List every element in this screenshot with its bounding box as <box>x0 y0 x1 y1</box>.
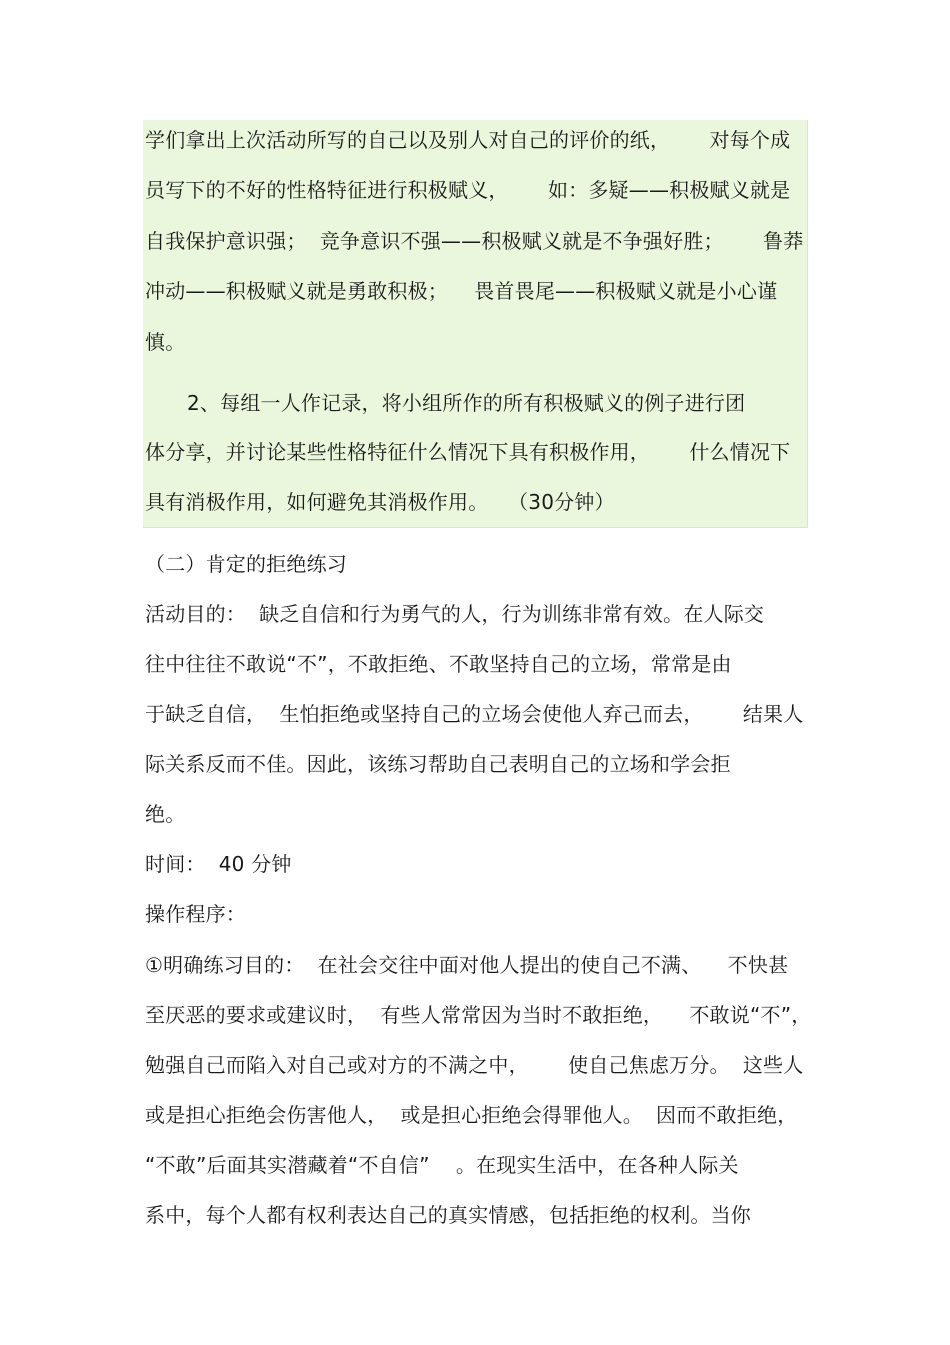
list-item-line: 具有消极作用，如何避免其消极作用。 （30分钟） <box>145 490 615 514</box>
step-line: 至厌恶的要求或建议时， 有些人常常因为当时不敢拒绝， 不敢说“不”， <box>145 1003 812 1027</box>
purpose-line: 绝。 <box>145 802 186 826</box>
step-line: 或是担心拒绝会伤害他人， 或是担心拒绝会得罪他人。 因而不敢拒绝， <box>145 1103 798 1127</box>
list-item-line: 体分享，并讨论某些性格特征什么情况下具有积极作用， 什么情况下 <box>145 440 791 464</box>
paragraph-line: 学们拿出上次活动所写的自己以及别人对自己的评价的纸， 对每个成 <box>145 128 791 152</box>
list-item-line: 2、每组一人作记录，将小组所作的所有积极赋义的例子进行团 <box>187 391 746 415</box>
paragraph-line: 慎。 <box>145 330 186 354</box>
step-line: 勉强自己而陷入对自己或对方的不满之中， 使自己焦虑万分。 这些人 <box>145 1053 804 1077</box>
paragraph-line: 自我保护意识强； 竞争意识不强——积极赋义就是不争强好胜； 鲁莽 <box>145 229 804 253</box>
step-line: “不敢”后面其实潜藏着“不自信” 。在现实生活中，在各种人际关 <box>145 1153 739 1177</box>
procedure-label: 操作程序： <box>145 902 246 926</box>
time-line: 时间： 40 分钟 <box>145 852 292 876</box>
purpose-line: 活动目的： 缺乏自信和行为勇气的人，行为训练非常有效。在人际交 <box>145 602 765 626</box>
step-line: ①明确练习目的： 在社会交往中面对他人提出的使自己不满、 不快甚 <box>145 953 789 977</box>
purpose-line: 往中往往不敢说“不”，不敢拒绝、不敢坚持自己的立场，常常是由 <box>145 652 732 676</box>
paragraph-line: 冲动——积极赋义就是勇敢积极； 畏首畏尾——积极赋义就是小心谨 <box>145 279 778 303</box>
purpose-line: 际关系反而不佳。因此，该练习帮助自己表明自己的立场和学会拒 <box>145 752 731 776</box>
purpose-line: 于缺乏自信， 生怕拒绝或坚持自己的立场会使他人弃己而去， 结果人 <box>145 702 804 726</box>
paragraph-line: 员写下的不好的性格特征进行积极赋义， 如：多疑——积极赋义就是 <box>145 178 791 202</box>
section-heading: （二）肯定的拒绝练习 <box>145 552 347 576</box>
step-line: 系中，每个人都有权利表达自己的真实情感，包括拒绝的权利。当你 <box>145 1203 751 1227</box>
